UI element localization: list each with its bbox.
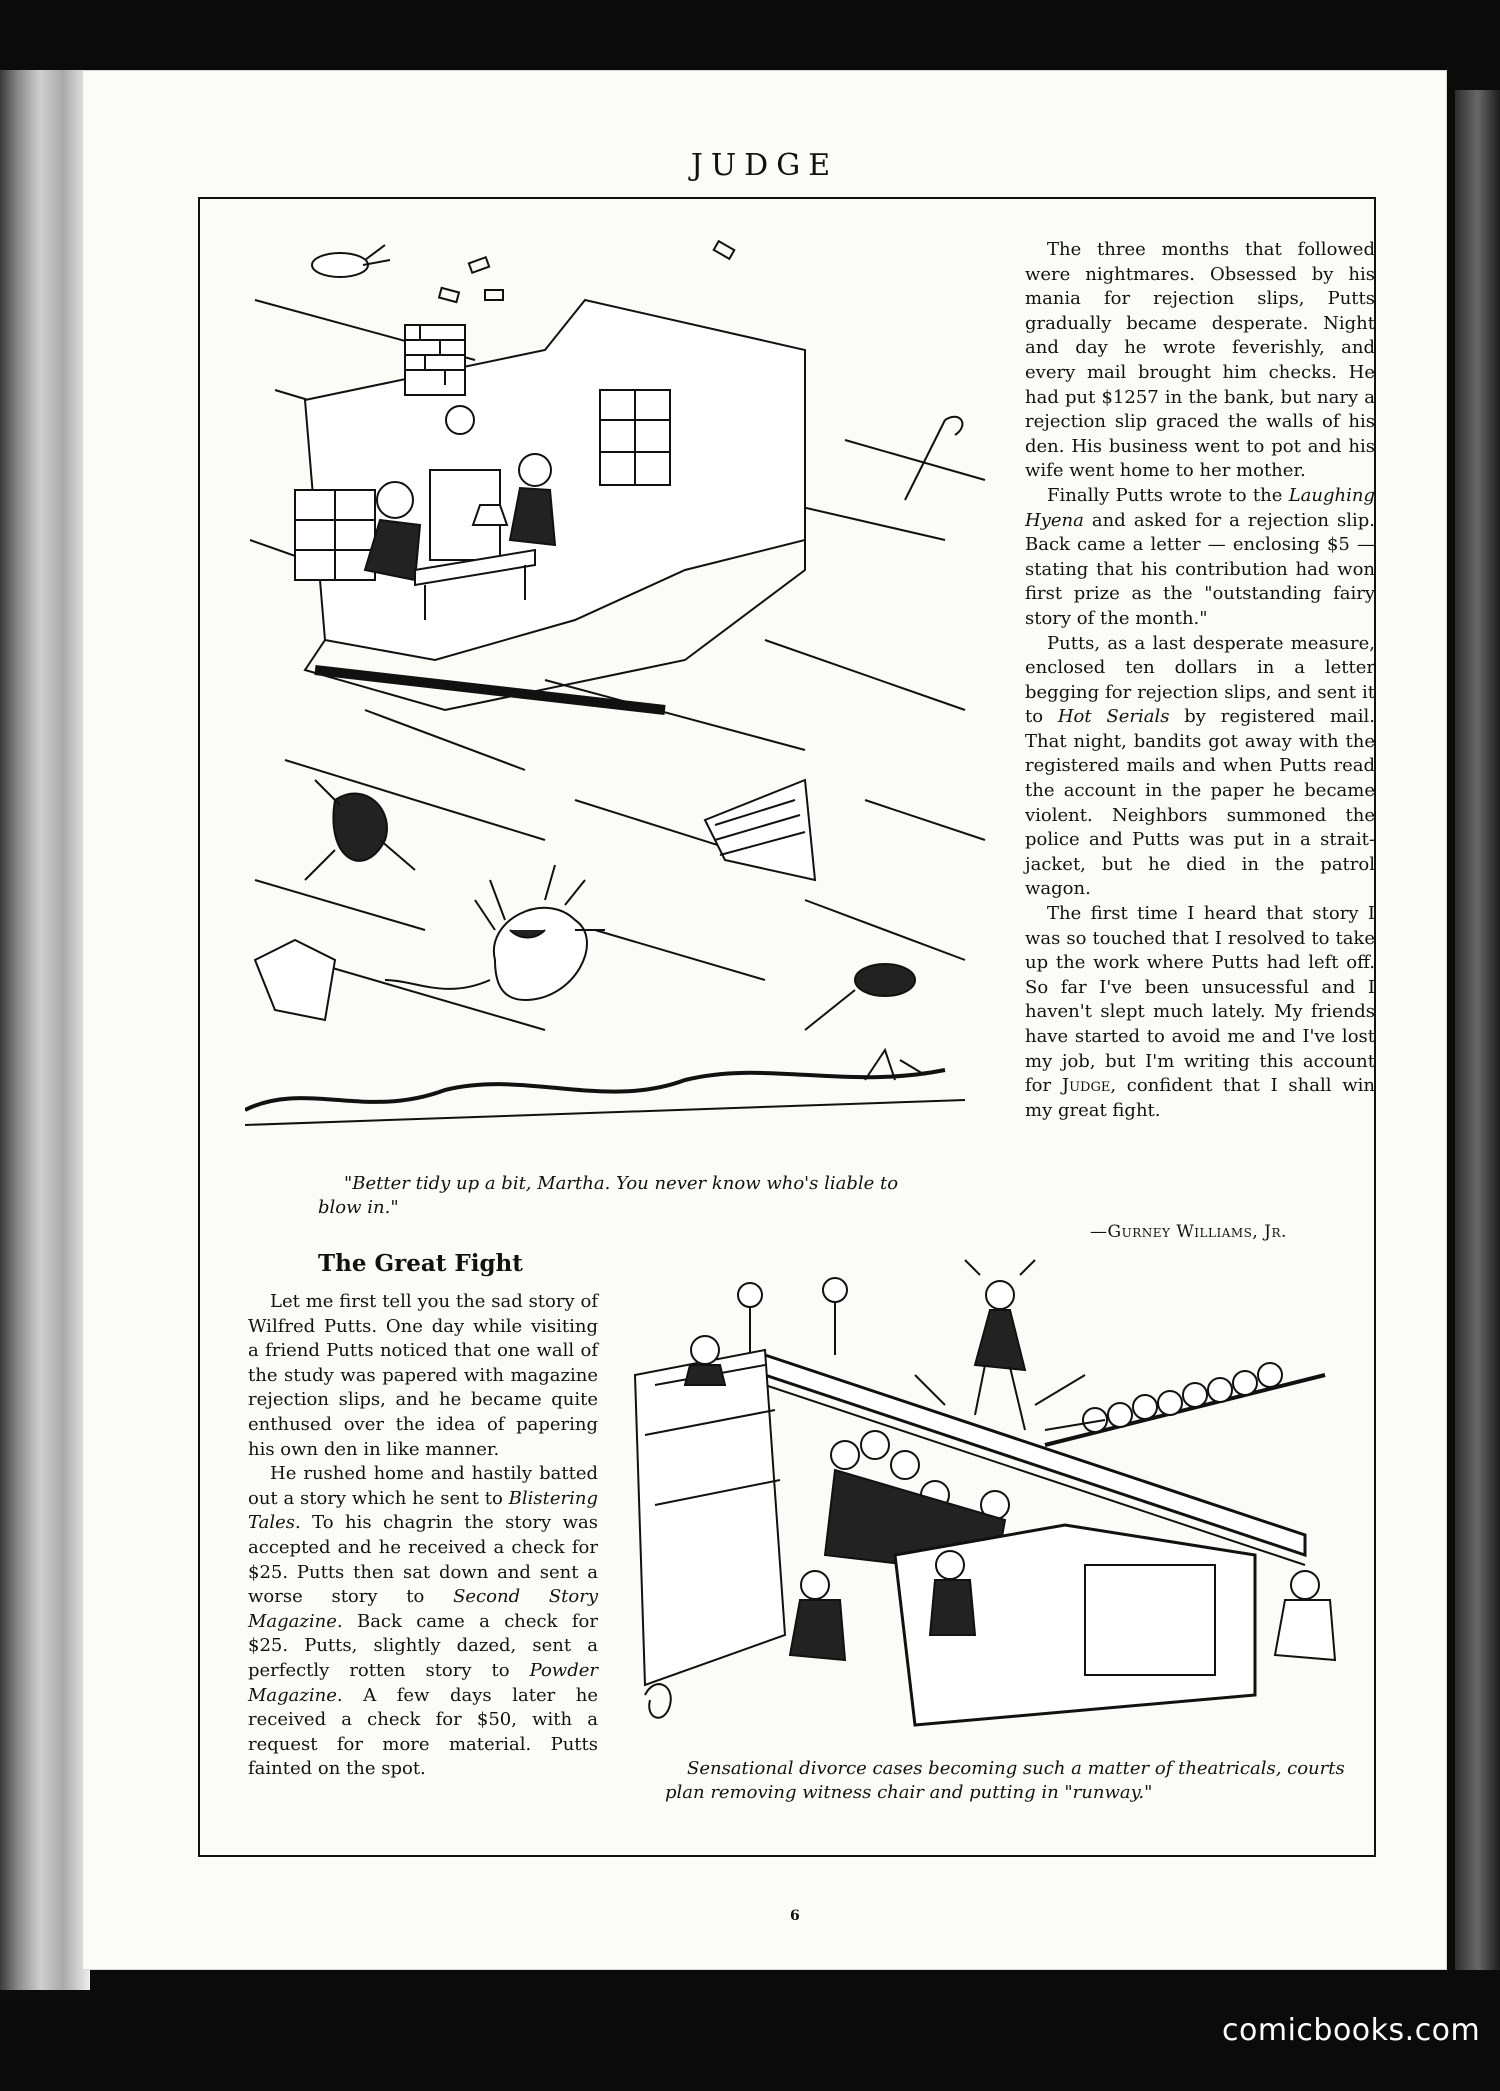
right-paragraph-3 [1025,632,1375,903]
p3-text-b: by registered mail. That night, bandits got away with the registered mails and when Putts read the account in the paper he became violent. Neighbors summoned the police and Putts was put in a strait-jacket, but he died in the patrol wagon. [1025,706,1375,900]
p3-text-a: Putts, as a last desperate measure, enclosed ten dollars in a letter begging for rejection slips, and sent it to [1025,632,1375,728]
magazine-title-hot-serials: Hot Serials [1057,706,1170,728]
courtroom-caption [665,1757,1345,1805]
courtroom-cartoon [615,1255,1360,1740]
magazine-title-powder: Powder Magazine. [248,1659,598,1706]
masthead: JUDGE [690,148,839,183]
p2-text-b: and asked for a rejection slip. Back came a letter — enclosing $5 — stating that his contribution had won first prize as the "outstanding fairy story of the month." [1025,509,1375,629]
article-heading: The Great Fight [318,1250,523,1277]
lp2-text-d: A few days later he received a check for $50, with a request for more material. Putts fainted on the spot. [248,1684,598,1780]
right-paragraph-4 [1025,902,1375,1123]
magazine-title-blistering-tales: Blistering Tales. [248,1487,598,1534]
magazine-title-laughing-hyena: Laughing Hyena [1025,484,1375,531]
tornado-caption-text: "Better tidy up a bit, Martha. You never know who's liable to blow in." [318,1173,899,1218]
lp2-text-c: Back came a check for $25. Putts, slightly dazed, sent a perfectly rotten story to [248,1610,598,1681]
right-column [1025,238,1375,1123]
book-spine-pages [0,70,90,1990]
right-paragraph-1: The three months that followed were nightmares. Obsessed by his mania for rejection slips, Putts gradually became desperate. Night and day he wrote feverishly, and every mail brought him checks. He had put $1257 in the bank, but nary a rejection slip graced the walls of his den. His business went to pot and his wife went home to her mother. [1025,239,1375,482]
lp2-text-a: He rushed home and hastily batted out a story which he sent to [248,1463,598,1509]
byline: —Gurney Williams, Jr. [1090,1222,1287,1242]
courtroom-caption-text: Sensational divorce cases becoming such a matter of theatricals, courts plan removing witness chair and putting in "runway." [665,1758,1345,1803]
right-paragraph-2 [1025,484,1375,632]
p4-text-b: , confident that I shall win my great fight. [1025,1075,1375,1121]
left-column [248,1290,598,1782]
lp2-text-b: To his chagrin the story was accepted and he received a check for $25. Putts then sat down and sent a worse story to [248,1512,598,1608]
left-paragraph-1: Let me first tell you the sad story of Wilfred Putts. One day while visiting a friend Putts noticed that one wall of the study was papered with magazine rejection slips, and he became quite enthused over the idea of papering his own den in like manner. [248,1291,598,1460]
watermark: comicbooks.com [1222,2013,1481,2048]
left-paragraph-2 [248,1462,598,1782]
page-number: 6 [790,1908,800,1924]
tornado-cartoon [245,240,1005,1160]
magazine-title-second-story: Second Story Magazine. [248,1586,598,1632]
p2-text-a: Finally Putts wrote to the [1047,484,1283,506]
p4-text-a: The first time I heard that story I was so touched that I resolved to take up the work where Putts had left off. So far I've been unsucessful and I haven't slept much lately. My friends have started to avoid me and I've lost my job, but I'm writing this account for [1025,903,1375,1097]
magazine-name-judge: Judge [1061,1075,1111,1097]
facing-page-edge [1455,90,1500,1970]
tornado-caption [318,1172,943,1220]
